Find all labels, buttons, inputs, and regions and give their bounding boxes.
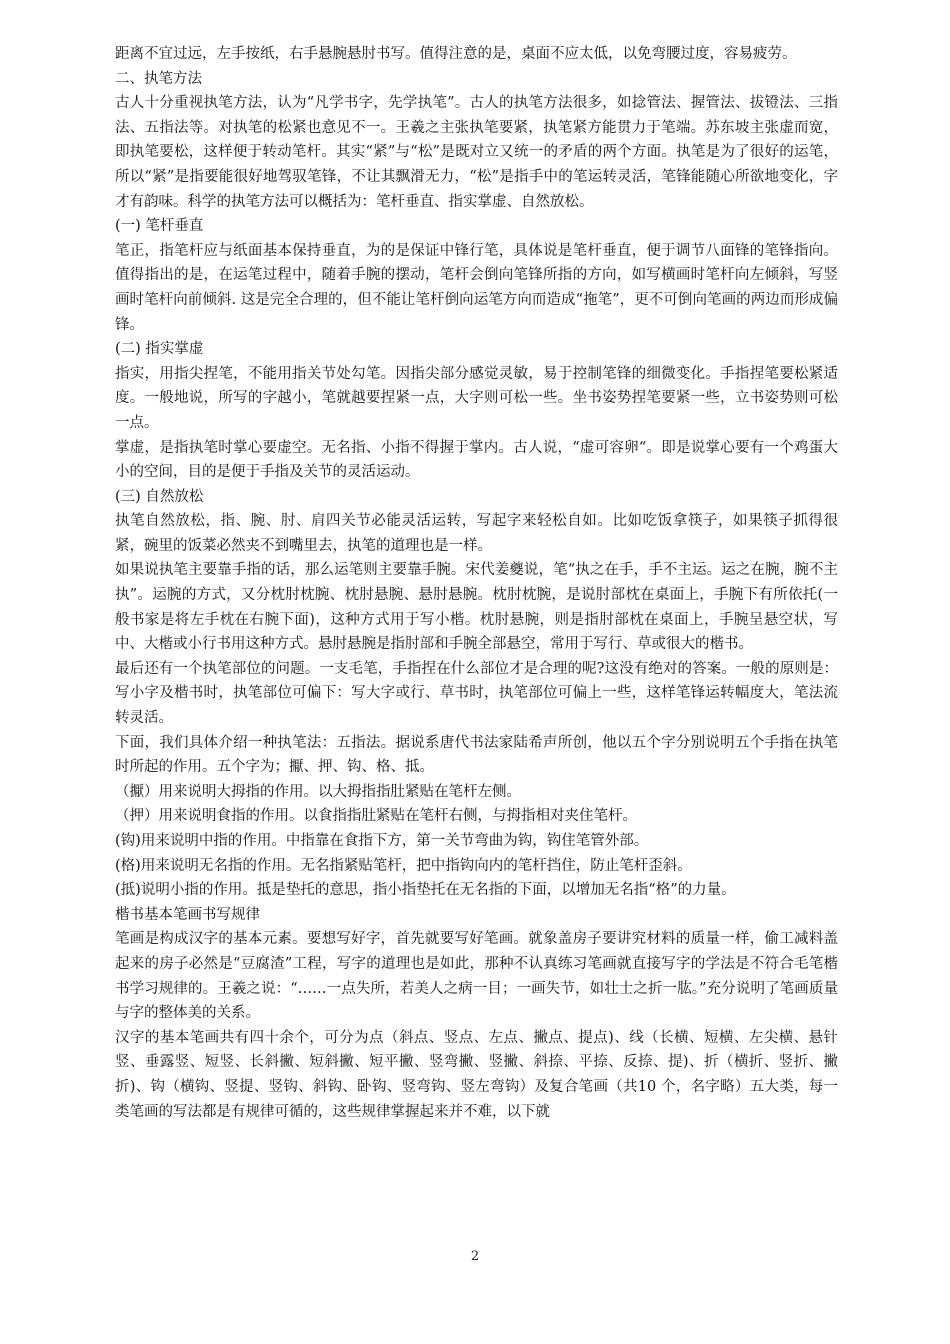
paragraph: 汉字的基本笔画共有四十余个，可分为点（斜点、竖点、左点、撇点、提点)、线（长横、短横、左尖横、悬针竖、垂露竖、短竖、长斜撇、短斜撇、短平撇、竖弯撇、竖撇、斜捺、平捺、反捺、提)、折（横折、竖折、撇折)、钩（横钩、竖提、竖钩、斜钩、卧钩、竖弯钩、竖左弯钩）及复合笔画（共10 个，名字略）五大类，每一类笔画的写法都是有规律可循的，这些规律掌握起来并不难，以下就 — [115, 1029, 838, 1120]
finger-item: （擫）用来说明大拇指的作用。以大拇指指肚紧贴在笔杆左侧。 — [115, 783, 521, 800]
finger-item: (抵)说明小指的作用。抵是垫托的意思，指小指垫托在无名指的下面，以增加无名指“格”的力量。 — [115, 882, 736, 899]
page-number: 2 — [470, 1249, 480, 1264]
paragraph: 如果说执笔主要靠手指的话，那么运笔则主要靠手腕。宋代姜夔说，笔“执之在手，手不主运。运之在腕，腕不主执”。运腕的方式，又分枕肘枕腕、枕肘悬腕、悬肘悬腕。枕肘枕腕，是说肘部枕在桌面上，手腕下有所依托(一般书家是将左手枕在右腕下面)，这种方式用于写小楷。枕肘悬腕，则是指肘部枕在桌面上，手腕呈悬空状，写中、大楷或小行书用这种方式。悬肘悬腕是指肘部和手腕全部悬空，常用于写行、草或很大的楷书。 — [115, 562, 838, 653]
paragraph: 执笔自然放松，指、腕、肘、肩四关节必能灵活运转，写起字来轻松自如。比如吃饭拿筷子，如果筷子抓得很紧，碗里的饭菜必然夹不到嘴里去，执笔的道理也是一样。 — [115, 513, 838, 554]
paragraph: 最后还有一个执笔部位的问题。一支毛笔，手指捏在什么部位才是合理的呢?这没有绝对的答案。一般的原则是：写小字及楷书时，执笔部位可偏下：写大字或行、草书时，执笔部位可偏上一些，这样笔锋运转幅度大，笔法流转灵活。 — [115, 660, 838, 727]
finger-item: （押）用来说明食指的作用。以食指指肚紧贴在笔杆右侧，与拇指相对夹住笔杆。 — [115, 808, 637, 825]
finger-item: (钩)用来说明中指的作用。中指靠在食指下方，第一关节弯曲为钩，钩住笔管外部。 — [115, 833, 649, 849]
finger-item: (格)用来说明无名指的作用。无名指紧贴笔杆，把中指钩向内的笔杆挡住，防止笔杆歪斜。 — [115, 857, 692, 874]
subsection-heading: (一) 笔杆垂直 — [115, 218, 204, 235]
subsection-heading: (三) 自然放松 — [115, 488, 204, 505]
paragraph: 指实，用指尖捏笔，不能用指关节处勾笔。因指尖部分感觉灵敏，易于控制笔锋的细微变化。手指捏笔要松紧适度。一般地说，所写的字越小，笔就越要捏紧一点，大字则可松一些。坐书姿势捏笔要紧一些，立书姿势则可松一点。 — [115, 365, 838, 431]
paragraph: 笔画是构成汉字的基本元素。要想写好字，首先就要写好笔画。就象盖房子要讲究材料的质量一样，偷工减料盖起来的房子必然是“豆腐渣”工程，写字的道理也是如此，那种不认真练习笔画就直接写字的学法是不符合毛笔楷书学习规律的。王羲之说：“……一点失所，若美人之病一目；一画失节，如壮士之折一肱。”充分说明了笔画质量与字的整体美的关系。 — [115, 931, 838, 1022]
paragraph: 古人十分重视执笔方法，认为“凡学书字，先学执笔”。古人的执笔方法很多，如捻管法、握管法、拔镫法、三指法、五指法等。对执笔的松紧也意见不一。王羲之主张执笔要紧，执笔紧方能贯力于笔端。苏东坡主张虚而宽，即执笔要松，这样便于转动笔杆。其实“紧”与“松”是既对立又统一的矛盾的两个方面。执笔是为了很好的运笔，所以“紧”是指要能很好地驾驭笔锋，不让其飘滑无力，“松”是指手中的笔运转灵活，笔锋能随心所欲地变化，字才有韵味。科学的执笔方法可以概括为：笔杆垂直、指实掌虚、自然放松。 — [115, 95, 838, 210]
paragraph: 笔正，指笔杆应与纸面基本保持垂直，为的是保证中锋行笔，具体说是笔杆垂直，便于调节八面锋的笔锋指向。值得指出的是，在运笔过程中，随着手腕的摆动，笔杆会倒向笔锋所指的方向，如写横画时笔杆向左倾斜，写竖画时笔杆向前倾斜. 这是完全合理的，但不能让笔杆倒向运笔方向而造成“拖笔”，更不可倒向笔画的两边而形成偏锋。 — [115, 242, 838, 333]
paragraph: 下面，我们具体介绍一种执笔法：五指法。据说系唐代书法家陆希声所创，他以五个字分别说明五个手指在执笔时所起的作用。五个字为；擫、押、钩、格、抵。 — [115, 734, 838, 776]
section-heading: 二、执笔方法 — [115, 70, 202, 87]
subsection-heading: (二) 指实掌虚 — [115, 341, 204, 358]
paragraph: 距离不宜过远，左手按纸，右手悬腕悬肘书写。值得注意的是，桌面不应太低，以免弯腰过度，容易疲劳。 — [115, 46, 797, 62]
paragraph: 掌虚，是指执笔时掌心要虚空。无名指、小指不得握于掌内。古人说，“虚可容卵“。即是说掌心要有一个鸡蛋大小的空间，目的是便于手指及关节的灵活运动。 — [115, 439, 838, 481]
section-heading: 楷书基本笔画书写规律 — [115, 906, 260, 923]
